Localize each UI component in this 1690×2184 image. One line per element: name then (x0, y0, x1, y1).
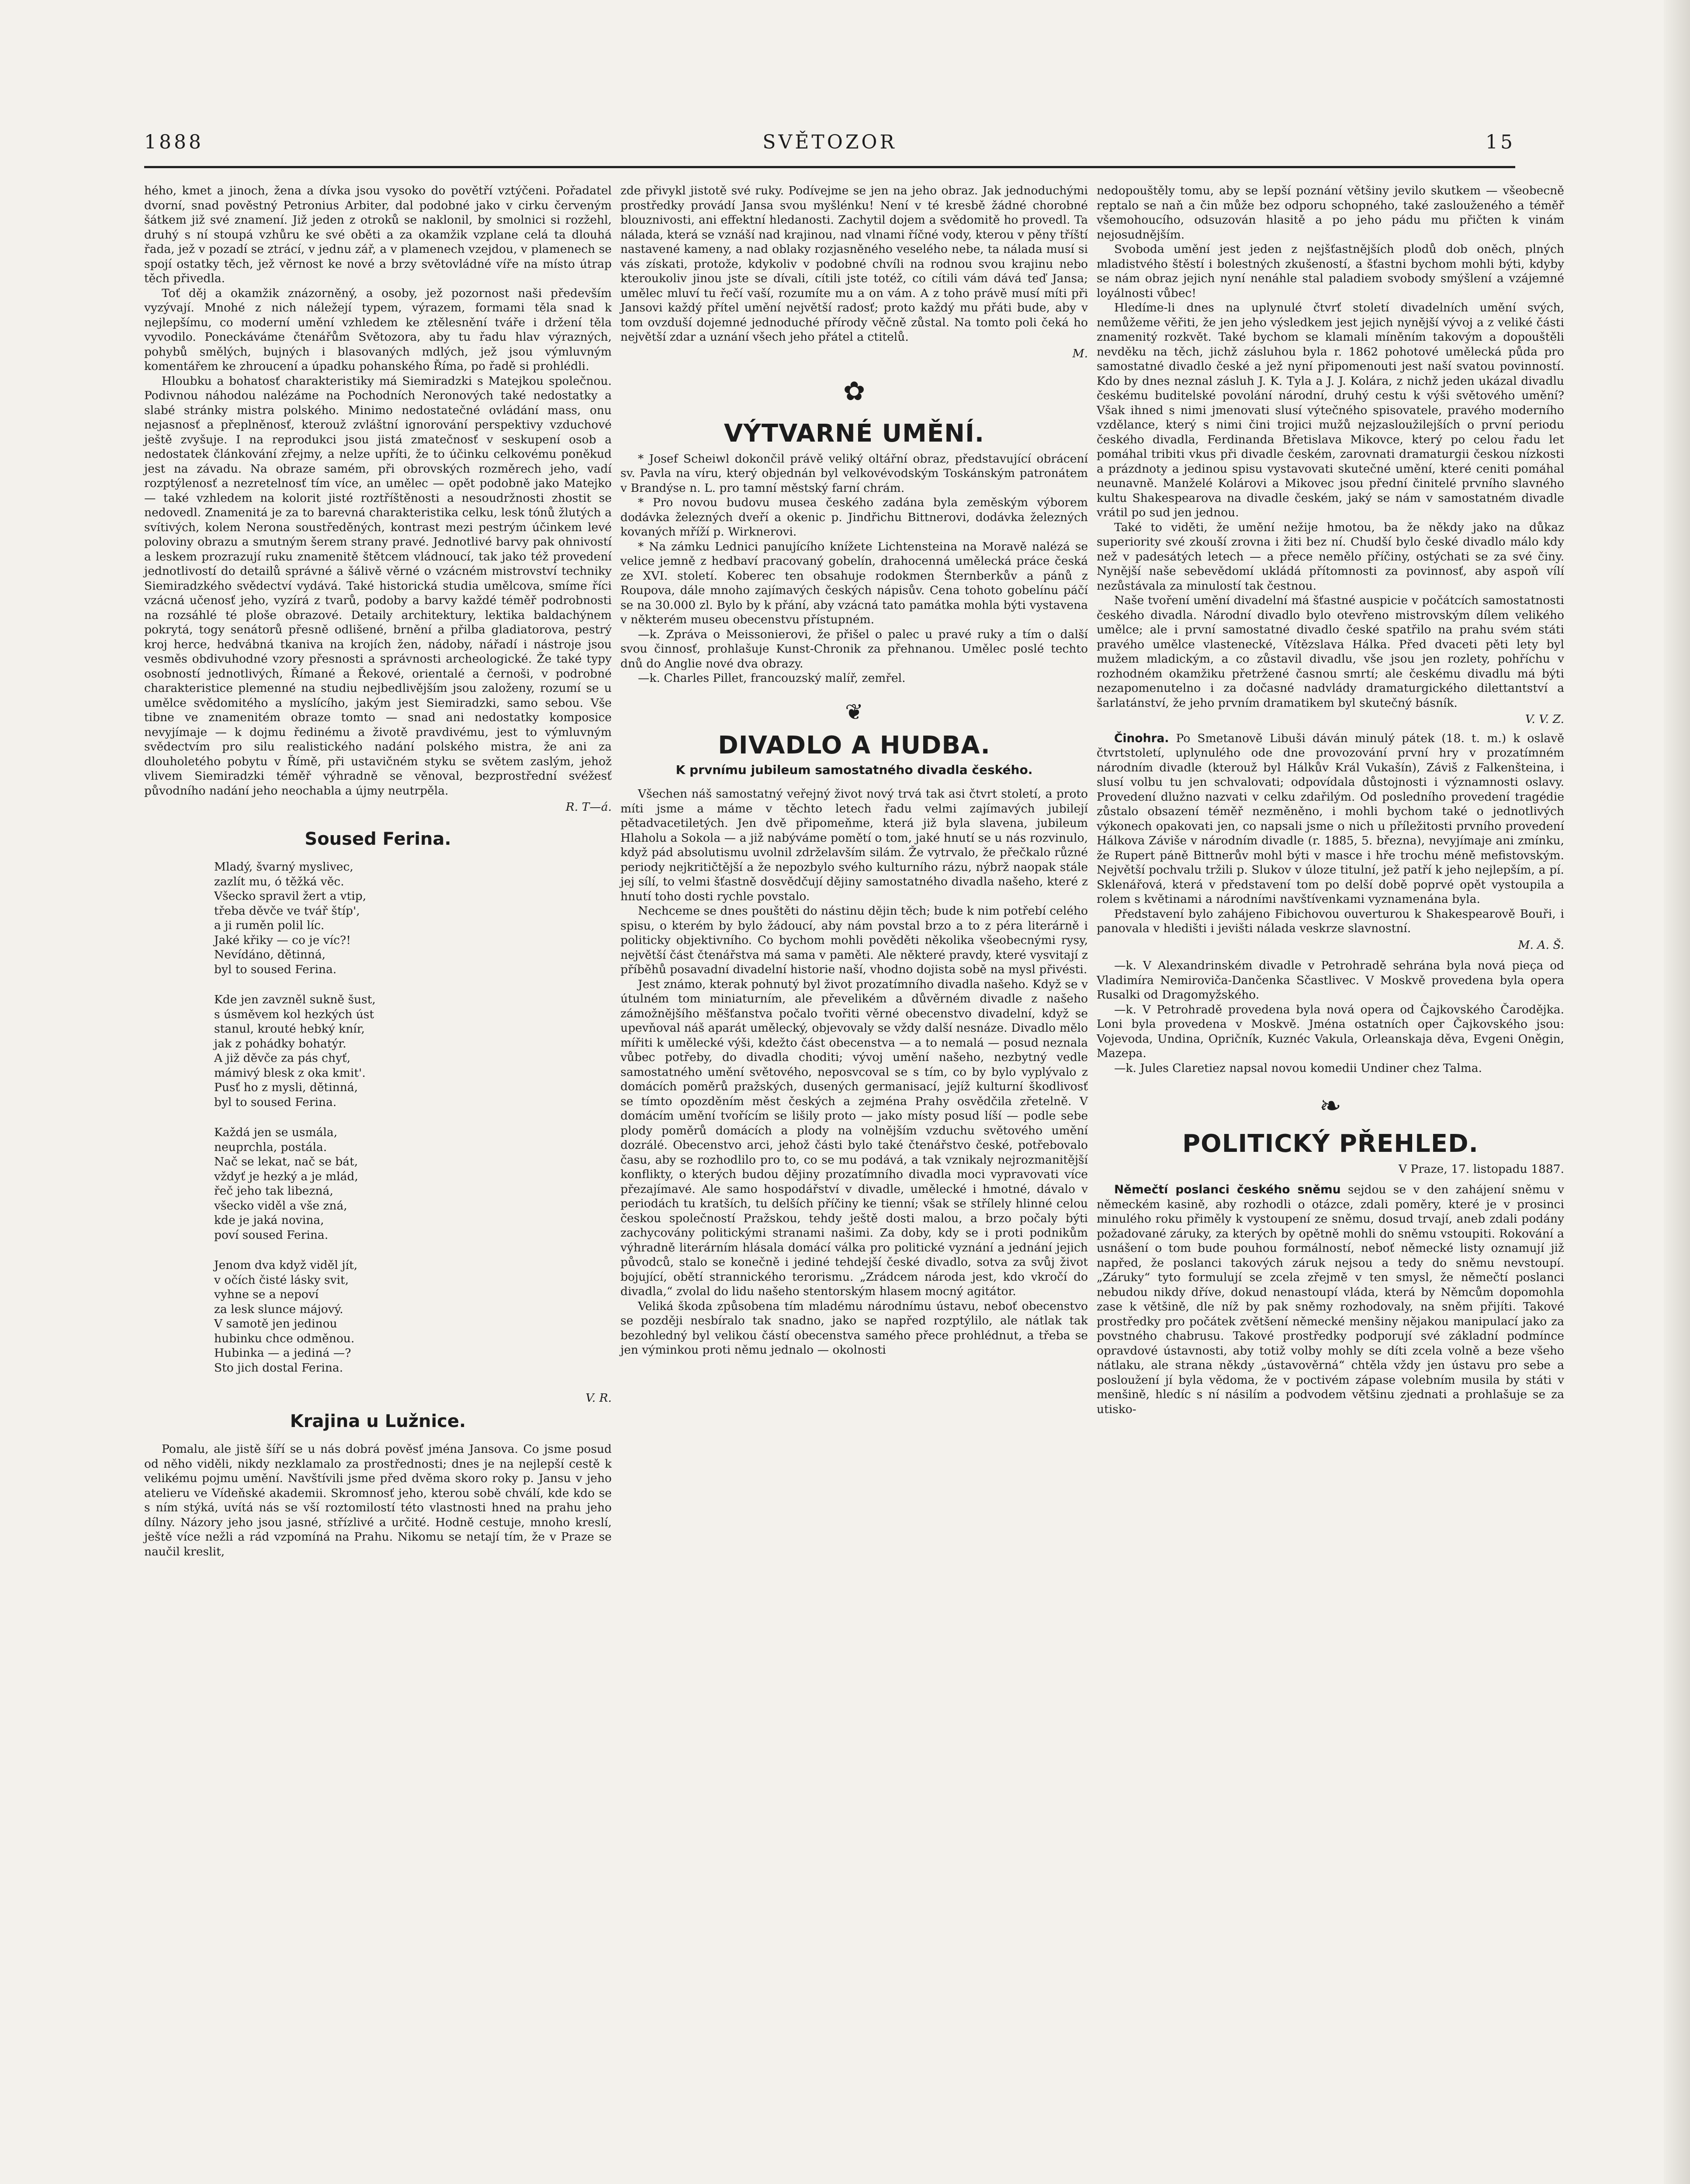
news-item: * Josef Scheiwl dokončil právě veliký oltářní obraz, představující obrácení sv. Pavla na víru, který objednán byl velkovévodským Toskánským patronátem v Brandýse n. L. pro tamní městský farní chrám. (620, 452, 1088, 495)
poem-stanza (214, 992, 612, 1109)
poem-line: byl to soused Ferina. (214, 962, 337, 976)
section-title: DIVADLO A HUDBA. (718, 731, 990, 760)
poem-line: všecko viděl a vše zná, (214, 1199, 347, 1213)
paragraph: Jest známo, kterak pohnutý byl život prozatímního divadla našeho. Když se v útulném tom miniaturním, ale převelikém a důvěrném divadle z našeho zámožnějšího měšťanstva počalo tvořiti věrné obecenstvo divadelní, když se upevňoval náš aparát umělecký, objevovaly se vždy další nesnáze. Divadlo mělo mířiti k umělecké výši, kdežto část obecenstva — a to nemalá — posud neznala vůbec potřeby, do divadla choditi; vývoj umění našeho, nezbytný vedle samostatného umění světového, neposvcoval se s tím, co by bylo vyplývalo z domácích poměrů pražských, dusených germanisací, jejíž kulturní škodlivosť se tímto opozděním měst českých a zejména Prahy osvědčila zřetelně. V domácím umění tvořícím se lišily proto — jako místy posud líší — podle sebe plody poměrů domácích a plody na volnějším vzduchu světového umění dozrálé. Obecenstvo arci, jehož části bylo také čtenářstvo české, potřebovalo času, aby se rozhodlilo pro to, co se mu podává, a tak vznikaly nejrozmanitější konflikty, o kterých budou dějiny prozatímního divadla moci vypravovati více přezajímavé. Ale samo hospodářství v divadle, umělecké i hmotné, dávalo v periodách tu kratších, tu delších příčiny ke tienní; však se střílely hlinné celou českou společností Pražskou, tehdy ještě dosti malou, a brzo počaly býti zachycovány politickými stranami našimi. Za doby, kdy se i proti podnikům výhradně literárním hlásala domácí válka pro politické vyznání a jednání jejich původců, stalo se konečně i jediné tehdejší české divadlo, sotva za svůj život bojující, obětí strannického terorismu. „Zrádcem národa jest, kdo vkročí do divadla,“ zvolal do lidu našeho stentorským hlasem mocný agitátor. (620, 977, 1088, 1298)
poem-line: mámivý blesk z oka kmit'. (214, 1066, 366, 1080)
poem-line: jak z pohádky bohatýr. (214, 1037, 346, 1051)
poem-line: a ji ruměn polil líc. (214, 919, 325, 932)
news-item: —k. Charles Pillet, francouzský malíř, zemřel. (638, 671, 906, 685)
section-title: POLITICKÝ PŘEHLED. (1182, 1130, 1479, 1158)
poem-line: A již děvče za pás chyť, (214, 1051, 351, 1065)
signature: R. T—á. (565, 800, 612, 814)
poem-line: řeč jeho tak libezná, (214, 1184, 333, 1198)
header-title: SVĚTOZOR (762, 131, 897, 153)
poem-line: Jaké křiky — co je víc?! (214, 933, 351, 947)
paragraph: nedopouštěly tomu, aby se lepší poznání většiny jevilo skutkem — všeobecně reptalo se naň a čin může bez odporu schopného, také zaslouženého a téměř všemohoucího, odsuzován hlasitě a po jeho pádu mu přičten k vinám nejosudnějším. (1097, 184, 1564, 242)
paragraph-text: Po Smetanově Libuši dáván minulý pátek (18. t. m.) k oslavě čtvrtstoletí, uplynulého ode dne provozování první hry v prozatímném národním divadle (kterouž byl Hálkův Král Vukašín), Záviš z Falkenšteina, i slusí volbu tu jen schvalovati; odpovídala důstojnosti i významnosti oslavy. Provedení dlužno nazvati v celku zdařilým. Od posledního provedení tragédie zůstalo obsazení téměř nezměněno, i mohli bychom také o jednotlivých výkonech opakovati jen, co napsali jsme o nich u příležitosti prvního provedení Hálkova Záviše v národním divadle (r. 1885, 5. března), nevyjímaje ani zmínku, že Rupert páně Bittnerův mohl býti v masce i hře trochu méně mefistovským. Největší pochvalu tržili p. Slukov v úloze titulní, jež patří k jeho nejlepším, a pí. Sklenářová, která v představení tom po delší době poprvé opět vystoupila a rolem s květinami a národními navštívenkami vyznamenána byla. (1097, 731, 1564, 906)
paragraph: Svoboda umění jest jeden z nejšťastnějších plodů dob oněch, plných mladistvého štěstí i bolestných zkušeností, a šťastni bychom mohli býti, kdyby se nám obraz jejich nyní nenáhle stal paladiem svobody smýšlení a vzájemné loyálnosti vůbec! (1097, 242, 1564, 300)
poem-line: třeba děvče ve tvář štíp', (214, 904, 360, 918)
header-rule (144, 166, 1515, 168)
poem-stanza (214, 1125, 612, 1242)
poem-line: Hubinka — a jediná —? (214, 1346, 351, 1360)
paragraph-text: sejdou se v den zahájení sněmu v německém kasině, aby rozhodli o otázce, zdali poměry, které je v prosinci minulého roku přiměly k vystoupení ze sněmu, dosud trvají, aneb zdali podány požadované záruky, za kterých by opětně mohli do sněmu vstoupiti. Rokování a usnášení o tom bude pouhou formálností, neboť německé listy oznamují již napřed, že poslanci takových záruk nejsou a tedy do sněmu nevstoupí. „Záruky“ tyto formulují se zcela zřejmě v ten smysl, že němečtí poslanci nebudou nikdy dříve, dokud nenastoupí vláda, která by Němcům dopomohla zase k většině, dle níž by pak sněmy rozhodovaly, na sněm přijíti. Takové prostředky pro počátek zvětšení německé menšiny nějakou manipulací jako za povstného chabrusu. Takové prostředky podporují své základní podmínce opravdové ústavnosti, aby totiž volby mohly se díti zcela volně a beze všeho nátlaku, ale strana někdy „ústavověrná“ chtěla vždy jen ústavu pro sebe a posloužení jí byla vědoma, že v poctivém zápase volebním musila by státi v menšině, hledíc s ní násilím a podvodem většinu zjednati a prohlašuje se za utisko- (1097, 1183, 1565, 1416)
paragraph: hého, kmet a jinoch, žena a dívka jsou vysoko do povětří vztýčeni. Pořadatel dvorní, snad pověstný Petronius Arbiter, dal podobné jako v cirku červeným šátkem již své znamení. Již jeden z otroků se naklonil, by smolnici si rozžehl, druhý s ní stoupá vzhůru ke své oběti a za okamžik vzplane celá ta dlouhá řada, jež v pozadí se ztrácí, v jednu zář, a v plamenech vzejdou, v plamenech se spojí ostatky těch, jež věrnost ke nové a brzy světovládné víře na místo útrap těch přivedla. (144, 184, 612, 285)
column-3 (1097, 183, 1564, 1417)
paragraph (1097, 1182, 1564, 1417)
section-subtitle: K prvnímu jubileum samostatného divadla českého. (675, 763, 1033, 777)
signature: M. (1072, 346, 1088, 360)
news-item: —k. Jules Claretiez napsal novou komedii Undiner chez Talma. (1114, 1061, 1482, 1075)
poem-stanza (214, 860, 612, 977)
news-item: —k. Zpráva o Meissonierovi, že přišel o palec u pravé ruky a tím o další svou činnosť, prohlašuje Kunst-Chronik za přehnanou. Umělec poslé techto dnů do Anglie nové dva obrazy. (620, 627, 1088, 670)
poem (144, 860, 612, 1375)
poem-line: vyhne se a nepoví (214, 1288, 319, 1301)
paragraph: Všechen náš samostatný veřejný život nový trvá tak asi čtvrt století, a proto míti jsme a máme v těchto letech řadu velmi zajímavých jubilejí pětadvacetiletých. Jen dvě připomeňme, která již byla slavena, jubileum Hlaholu a Sokola — a již nabýváme pomětí o tom, jaké hnutí se u nás rozvinulo, když pád absolutismu uvolnil zdrželavším silám. Že vytrvalo, že přečkalo různé periody nejkritičtější a že nepozbylo svého kulturního rázu, nýbrž naopak stále jej sílí, to velmi šťastně dosvědčují dějiny samostatného divadla našeho, které z hnutí toho dosti rychle povstalo. (620, 787, 1088, 903)
news-item: —k. V Petrohradě provedena byla nová opera od Čajkovského Čarodějka. Loni byla provedena v Moskvě. Jména ostatních oper Čajkovského jsou: Vojevoda, Undina, Opričník, Kuznéc Vakula, Orleanskaja děva, Evgeni Oněgin, Mazepa. (1097, 1002, 1564, 1060)
paragraph: Hledíme-li dnes na uplynulé čtvrť století divadelních umění svých, nemůžeme věřiti, že jen jeho výsledkem jest jejich nynější vývoj a z veliké části znamenitý rozkvět. Také bychom se klamali míněním takovým a dopouštěli nevděku na těch, jichž zásluhou byla r. 1862 pohotové umělecká půda pro samostatné divadlo české a jež nyní připomenouti jest naší svatou povinností. Kdo by dnes neznal zásluh J. K. Tyla a J. J. Kolára, z nichž jeden ukázal divadlu českému buditelské povolání národní, druhý cestu k výši světového umění? Však ihned s nimi jmenovati slusí výtečného spisovatele, pravého moderního vzdělance, který s nimi čini trojici mužů nejzasloužilejších o první periodu českého divadla, Ferdinanda Břetislava Mikovce, který po celou řadu let pomáhal tribiti vkus při divadle českém, zarovnati dramaturgii českou nízkosti a prázdnoty a jedinou spisu vystavovati skutečné umění, které ceniti pomáhal neunavně. Manželé Kolárovi a Mikovec jsou přední činitelé prvního slavného kultu Shakespearova na divadle českém, jaký se nám v samostatném divadle vrátil po sud jen jednou. (1097, 301, 1564, 519)
paragraph: Také to viděti, že umění nežije hmotou, ba že někdy jako na důkaz superiority své zkouší zrovna i žiti bez ní. Chudší bylo české divadlo málo kdy než v padesátých letech — a přece nemělo příčiny, ostýchati se za své činy. Nynější naše sebevědomí ukládá přítomnosti za povinnosť, aby aspoň vílí nezůstávala za minulostí tak čestnou. (1097, 520, 1564, 593)
poem-line: vždyť je hezký a je mlád, (214, 1169, 358, 1183)
poem-line: Všecko spravil žert a vtip, (214, 889, 367, 903)
poem-stanza (214, 1258, 612, 1375)
signature: V. R. (585, 1391, 612, 1405)
lead-word: Činohra. (1114, 731, 1169, 745)
paragraph: Nechceme se dnes pouštěti do nástinu dějin těch; bude k nim potřebí celého spisu, o kterém by bylo žádoucí, aby nám povstal brzo a to z péra literárně i politicky objektivního. Co bychom mohli pověděti několika všeobecnými rysy, největší část čtenářstva má sama v paměti. Ale některé pravdy, které vysvitají z příběhů posavadní divadelní historie naší, vhodno dojista sobě na mysl přivésti. (620, 904, 1088, 976)
poem-line: s úsměvem kol hezkých úst (214, 1007, 374, 1021)
column-1 (144, 183, 612, 1559)
signature: M. A. Š. (1518, 938, 1564, 952)
poem-line: za lesk slunce májový. (214, 1302, 343, 1316)
paragraph (1097, 731, 1564, 907)
poem-line: poví soused Ferina. (214, 1228, 329, 1242)
section-title: Krajina u Lužnice. (290, 1411, 466, 1431)
poem-title: Soused Ferina. (305, 829, 451, 849)
poem-line: Pusť ho z mysli, dětinná, (214, 1081, 358, 1094)
poem-line: neuprchla, postála. (214, 1140, 327, 1154)
paragraph: Hloubku a bohatosť charakteristiky má Siemiradzki s Matejkou společnou. Podivnou náhodou nalézáme na Pochodních Neronových také nedostatky a slabé stránky mistra polského. Minimo nedostatečné ovládání mass, onu nejasnosť a přeplněnosť, kterouž zvláštní ignorování perspektivy vzduchové ještě zvyšuje. I na reprodukci jsou jistá zmatečnosť v seskupení osob a nedostatek článkování zřejmy, a nelze upříti, že to účinku celkovému poněkud jest na závadu. Na obraze samém, při obrovských rozměrech jeho, vadí rozptýlenosť a nezretelnosť tím více, an umělec — opět podobně jako Matejko — také vzhledem na kolorit jisté roztříštěnosti a nesoudržnosti zhostit se nedovedl. Znamenitá je za to barevná charakteristika celku, lesk tónů žlutých a svítivých, kolem Nerona soustředěných, kontrast mezi pestrým účinkem levé poloviny obrazu a smutným šerem strany pravé. Jednotlivé barvy pak ohnivostí a leskem prozrazují ruku znamenitě štětcem vládnoucí, tak jako též provedení jednotlivostí do detailů správné a šálivě věrné o vzácném mistrovství techniky Siemiradzkého svědectví vydává. Také historická studia umělcova, smíme říci vzácná učenosť jeho, vyzírá z tvarů, podoby a barvy každé téměř podrobnosti na rozsáhlé té ploše obrazové. Detaily architektury, lektika baldachýnem pokrytá, togy senátorů přesně odlišené, brnění a přilba gladiatorova, pestrý kroj herce, hedvábná tkaniva na krojích žen, nádoby, nářadí i nástroje jsou vesměs obdivuhodné vzory přesnosti a správnosti archeologické. Že také typy osobností jednotlivých, Římané a Řekové, orientalé a černoši, v podrobné charakteristice plemenné na studiu nejbedlivějším jsou založeny, rozumí se u umělce svědomitého a myslícího, jakým jest Siemiradzki, samo sebou. Vše tibne ve znamenitém obraze tomto — snad ani nedostatky komposice nevyjímaje — k dojmu ředinému a životě pravdivému, jest to výmluvným svědectvím pro silu realistického nadání polského mistra, že ani za dlouholetého pobytu v Římě, při ustavičném styku se světem zasl​ým, jehož vlivem Siemiradzki téměř výhradně se věnoval, bezprostřední svéžesť původního nadání jeho neochabla a újmy neutrpěla. (144, 374, 612, 798)
paragraph: zde přivykl jistotě své ruky. Podívejme se jen na jeho obraz. Jak jednoduchými prostředky provádí Jansa svou myšlénku! Není v té kresbě žádné chorobné blouznivosti, ani effektní hledanosti. Zachytil dojem a svědomitě ho provedl. Ta nálada, která se vznáší nad krajinou, nad vlnami říčné vody, kterou v pěny tříští nastavené kameny, a nad oblaky rozjasněného veselého nebe, ta nálada musí si vás získati, protože, kdykoliv v podobné chvíli na rodnou svou krajinu nebo kteroukoliv jinou jste se dívali, cítili jste totéž, co cítili vám dává teď Jansa; umělec mluví tu řečí vaší, rozumíte mu a on vám. A z toho právě musí míti při Jansovi každý přítel umění největší radosť; proto každý mu přáti bude, aby v tom ovzduší dojemné jednoduché přírody věčně zůstal. Na tomto poli čeká ho největší zdar a uznání všech jeho přátel a ctitelů. (620, 184, 1088, 344)
poem-line: byl to soused Ferina. (214, 1095, 337, 1109)
floral-ornament-icon: ✿ (843, 376, 866, 407)
paragraph: Naše tvoření umění divadelní má šťastné auspicie v počátcích samostatnosti českého divadla. Národní divadlo bylo otevřeno mistrovským dílem velikého umělce; ale i první samostatné divadlo české spatřilo na prahu svém státi pravého umělce vlastenecké, Vítězslava Hálka. Před dvaceti pěti lety byl mužem mladickým, a co zůstavil divadlu, vše jsou jen rozlety, pohříchu v rozhodném okamžiku přetržené časnou smrtí; ale českému divadlu má býti nezapomenutelno i za dočasné nadvlády dramaturgického dilettantství a šarlatánství, že jeho prvním dramatikem byl skutečný básník. (1097, 594, 1564, 710)
poem-line: Nač se lekat, nač se bát, (214, 1155, 358, 1168)
lead-phrase: Němečtí poslanci českého sněmu (1114, 1183, 1341, 1196)
paragraph: Představení bylo zahájeno Fibichovou ouverturou k Shakespearově Bouři, i panovala v hledišti i jevišti nálada veskrze slavnostní. (1097, 907, 1564, 935)
poem-line: Nevídáno, dětinná, (214, 948, 326, 961)
poem-line: zazlít mu, ó těžká věc. (214, 874, 344, 888)
poem-line: Mladý, švarný myslivec, (214, 860, 353, 874)
poem-line: Každá jen se usmála, (214, 1126, 338, 1139)
floral-ornament-icon: ❧ (1319, 1091, 1342, 1121)
poem-line: stanul, krouté hebký knír, (214, 1022, 365, 1036)
paragraph: Veliká škoda způsobena tím mladému národnímu ústavu, neboť obecenstvo se později nesbíralo tak snadno, jako se napřed rozptýlilo, ale nátlak tak bezohledný byl velikou částí obecenstva samého přece prohlédnut, a třeba se jen výminkou proti němu jednalo — okolnosti (620, 1299, 1088, 1357)
paragraph: Toť děj a okamžik znázorněný, a osoby, jež pozornost naši především vyzývají. Mnohé z nich náležejí typem, výrazem, formami těla snad k nejlepšímu, co moderní umění vzhledem ke ztělesnění tváře i držení těla vyvodilo. Poneckáváme čtenářům Světozora, aby tu řadu hlav výrazných, pohybů smělých, bujných i blasovaných mdlých, jež jsou výmluvným komentářem ke zhroucení a úpadku pohanského Říma, po řadě si prohlédli. (144, 286, 612, 373)
poem-line: v očích čisté lásky svit, (214, 1273, 349, 1287)
column-2 (620, 183, 1088, 1358)
poem-line: Jenom dva když viděl jít, (214, 1258, 358, 1272)
dateline: V Praze, 17. listopadu 1887. (1398, 1162, 1564, 1176)
section-title: VÝTVARNÉ UMĚNÍ. (724, 419, 985, 448)
paragraph: Pomalu, ale jistě šíří se u nás dobrá pověsť jména Jansova. Co jsme posud od něho viděli, nikdy nezklamalo za prostřednosti; dnes je na nejlepší cestě k velikému pojmu umění. Navštívili jsme před dvěma skoro roky p. Jansu v jeho atelieru ve Vídeňské akademii. Skromnosť jeho, kterou sobě chválí, kde kdo se s ním stýká, uvítá nás se vší roztomilostí této vlastnosti hned na prahu jeho dílny. Názory jeho jsou jasné, střízlivé a určité. Hodně cestuje, mnoho kreslí, ještě více nežli a rád vzpomíná na Prahu. Nikomu se netají tím, že v Praze se naučil kreslit, (144, 1442, 612, 1559)
scan-edge (1664, 0, 1690, 2184)
signature: V. V. Z. (1525, 712, 1564, 726)
news-item: —k. V Alexandrinském divadle v Petrohradě sehrána byla nová pieça od Vladimíra Nemiroviča-Dančenka Sčastlivec. V Moskvě provedena byla opera Rusalki od Dragomyžského. (1097, 959, 1564, 1002)
poem-line: Sto jich dostal Ferina. (214, 1361, 343, 1375)
leaf-ornament-icon: ❦ (845, 699, 863, 725)
poem-line: V samotě jen jedinou (214, 1317, 337, 1330)
header-page-number: 15 (1486, 131, 1515, 153)
page-header (144, 131, 1515, 157)
news-item: * Na zámku Lednici panujícího knížete Lichtensteina na Moravě nalézá se velice jemně z hedbaví pracovaný gobelín, drahocenná umělecká práce česká ze XVI. století. Koberec ten obsahuje rodokmen Šternberkův a pánů z Roupova, dále mnoho zajímavých českých nápisův. Cena tohoto gobelínu páčí se na 30.000 zl. Bylo by k přání, aby vzácná tato památka mohla býti vystavena v některém museu obecenstvu přístupném. (620, 539, 1088, 626)
header-year: 1888 (144, 131, 204, 153)
news-item: * Pro novou budovu musea českého zadána byla zeměským výborem dodávka železných dveří a okenic p. Jindřichu Bittnerovi, dodávka železných kovaných mříží p. Wirknerovi. (620, 496, 1088, 539)
poem-line: Kde jen zavzněl sukně šust, (214, 993, 376, 1006)
poem-line: kde je jaká novina, (214, 1213, 324, 1227)
poem-line: hubinku chce odměnou. (214, 1331, 355, 1345)
